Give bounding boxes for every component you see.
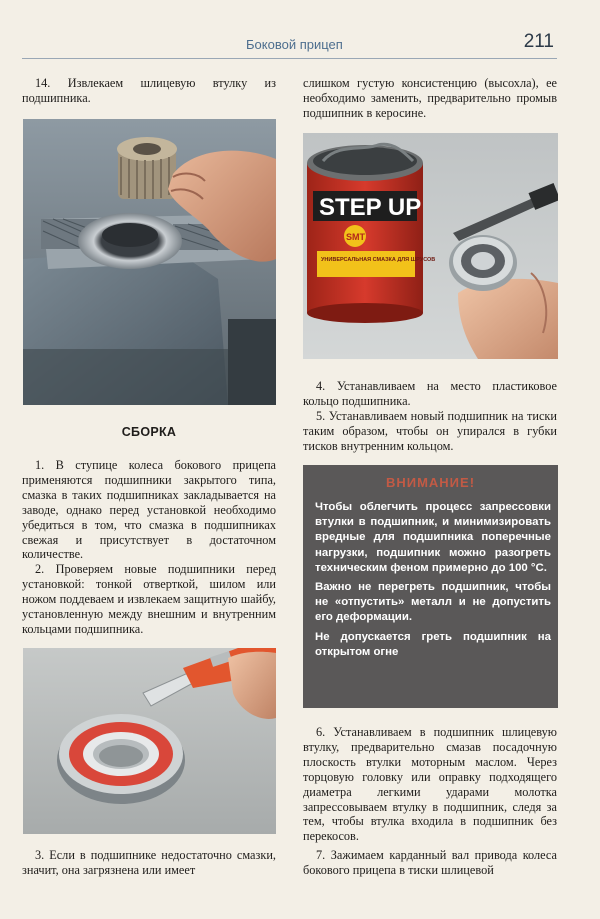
step-4-paragraph <box>303 379 557 409</box>
can-badge-label: SMT <box>346 232 365 242</box>
warning-title: ВНИМАНИЕ! <box>385 475 476 490</box>
step-7-text: 7. Зажимаем карданный вал привода колеса бокового прицепа в тиски шлицевой <box>303 848 557 877</box>
photo-removing-splined-bushing <box>23 119 276 405</box>
step-1-paragraph <box>22 458 276 562</box>
step-5-paragraph <box>303 409 557 454</box>
step-14-paragraph <box>22 76 276 106</box>
running-header <box>22 28 557 59</box>
warning-box <box>303 465 558 708</box>
step-3-text: 3. Если в подшипнике недостаточно смазки, значит, она загрязнена или имеет <box>22 848 276 877</box>
step-2-text: 2. Проверяем новые подшипники перед установкой: тонкой отверткой, шилом или ножом поддеваем и извлекаем защитную шайбу, установленную между внешним и внутренним кольцами подшипника. <box>22 562 276 636</box>
page-number: 211 <box>523 31 554 52</box>
step-2-paragraph <box>22 562 276 637</box>
step-3-continued-paragraph <box>303 76 557 121</box>
warning-paragraph-1: Чтобы облегчить процесс запрессовки втулки в подшипник, и минимизировать вредные для подшипника поперечные нагрузки, подшипник можно разогреть техническим феном примерно до 100 °С. <box>315 501 551 574</box>
warning-body <box>315 500 551 664</box>
step-14-text: 14. Извлекаем шлицевую втулку из подшипника. <box>22 76 276 105</box>
photo-removing-protective-washer <box>23 648 276 834</box>
step-1-text: 1. В ступице колеса бокового прицепа применяются подшипники закрытого типа, смазка в таких подшипниках закладывается на заводе, однако перед установкой необходимо убедиться в том, что смазка в подшипниках свежая и присутствует в достаточном количестве. <box>22 458 276 562</box>
step-5-text: 5. Устанавливаем новый подшипник на тиски таким образом, чтобы он упирался в губки тисков внутренним кольцом. <box>303 409 557 453</box>
step-3-continued-text: слишком густую консистенцию (высохла), ее необходимо заменить, предварительно промыв подшипник в керосине. <box>303 76 557 120</box>
can-brand-label: STEP UP <box>319 194 422 221</box>
photo-grease-can-and-bearing <box>303 133 558 359</box>
step-3-paragraph <box>22 848 276 878</box>
warning-paragraph-2: Важно не перегреть подшипник, чтобы не «отпустить» металл и не допустить его деформации. <box>315 581 551 624</box>
warning-paragraph-3: Не допускается греть подшипник на открытом огне <box>315 630 551 658</box>
can-product-label: УНИВЕРСАЛЬНАЯ СМАЗКА ДЛЯ ШРУСОВ <box>321 257 436 263</box>
section-heading-assembly: СБОРКА <box>121 425 177 439</box>
section-title: Боковой прицеп <box>246 37 343 52</box>
step-6-paragraph <box>303 725 557 844</box>
step-4-text: 4. Устанавливаем на место пластиковое кольцо подшипника. <box>303 379 557 408</box>
step-7-paragraph <box>303 848 557 878</box>
step-6-text: 6. Устанавливаем в подшипник шлицевую втулку, предварительно смазав посадочную плоскость втулки моторным маслом. Через торцовую головку или оправку подходящего диаметра легкими ударами молотка запрессовываем втулку в подшипник, следя за тем, чтобы втулка входила в подшипник без перекосов. <box>303 725 557 844</box>
